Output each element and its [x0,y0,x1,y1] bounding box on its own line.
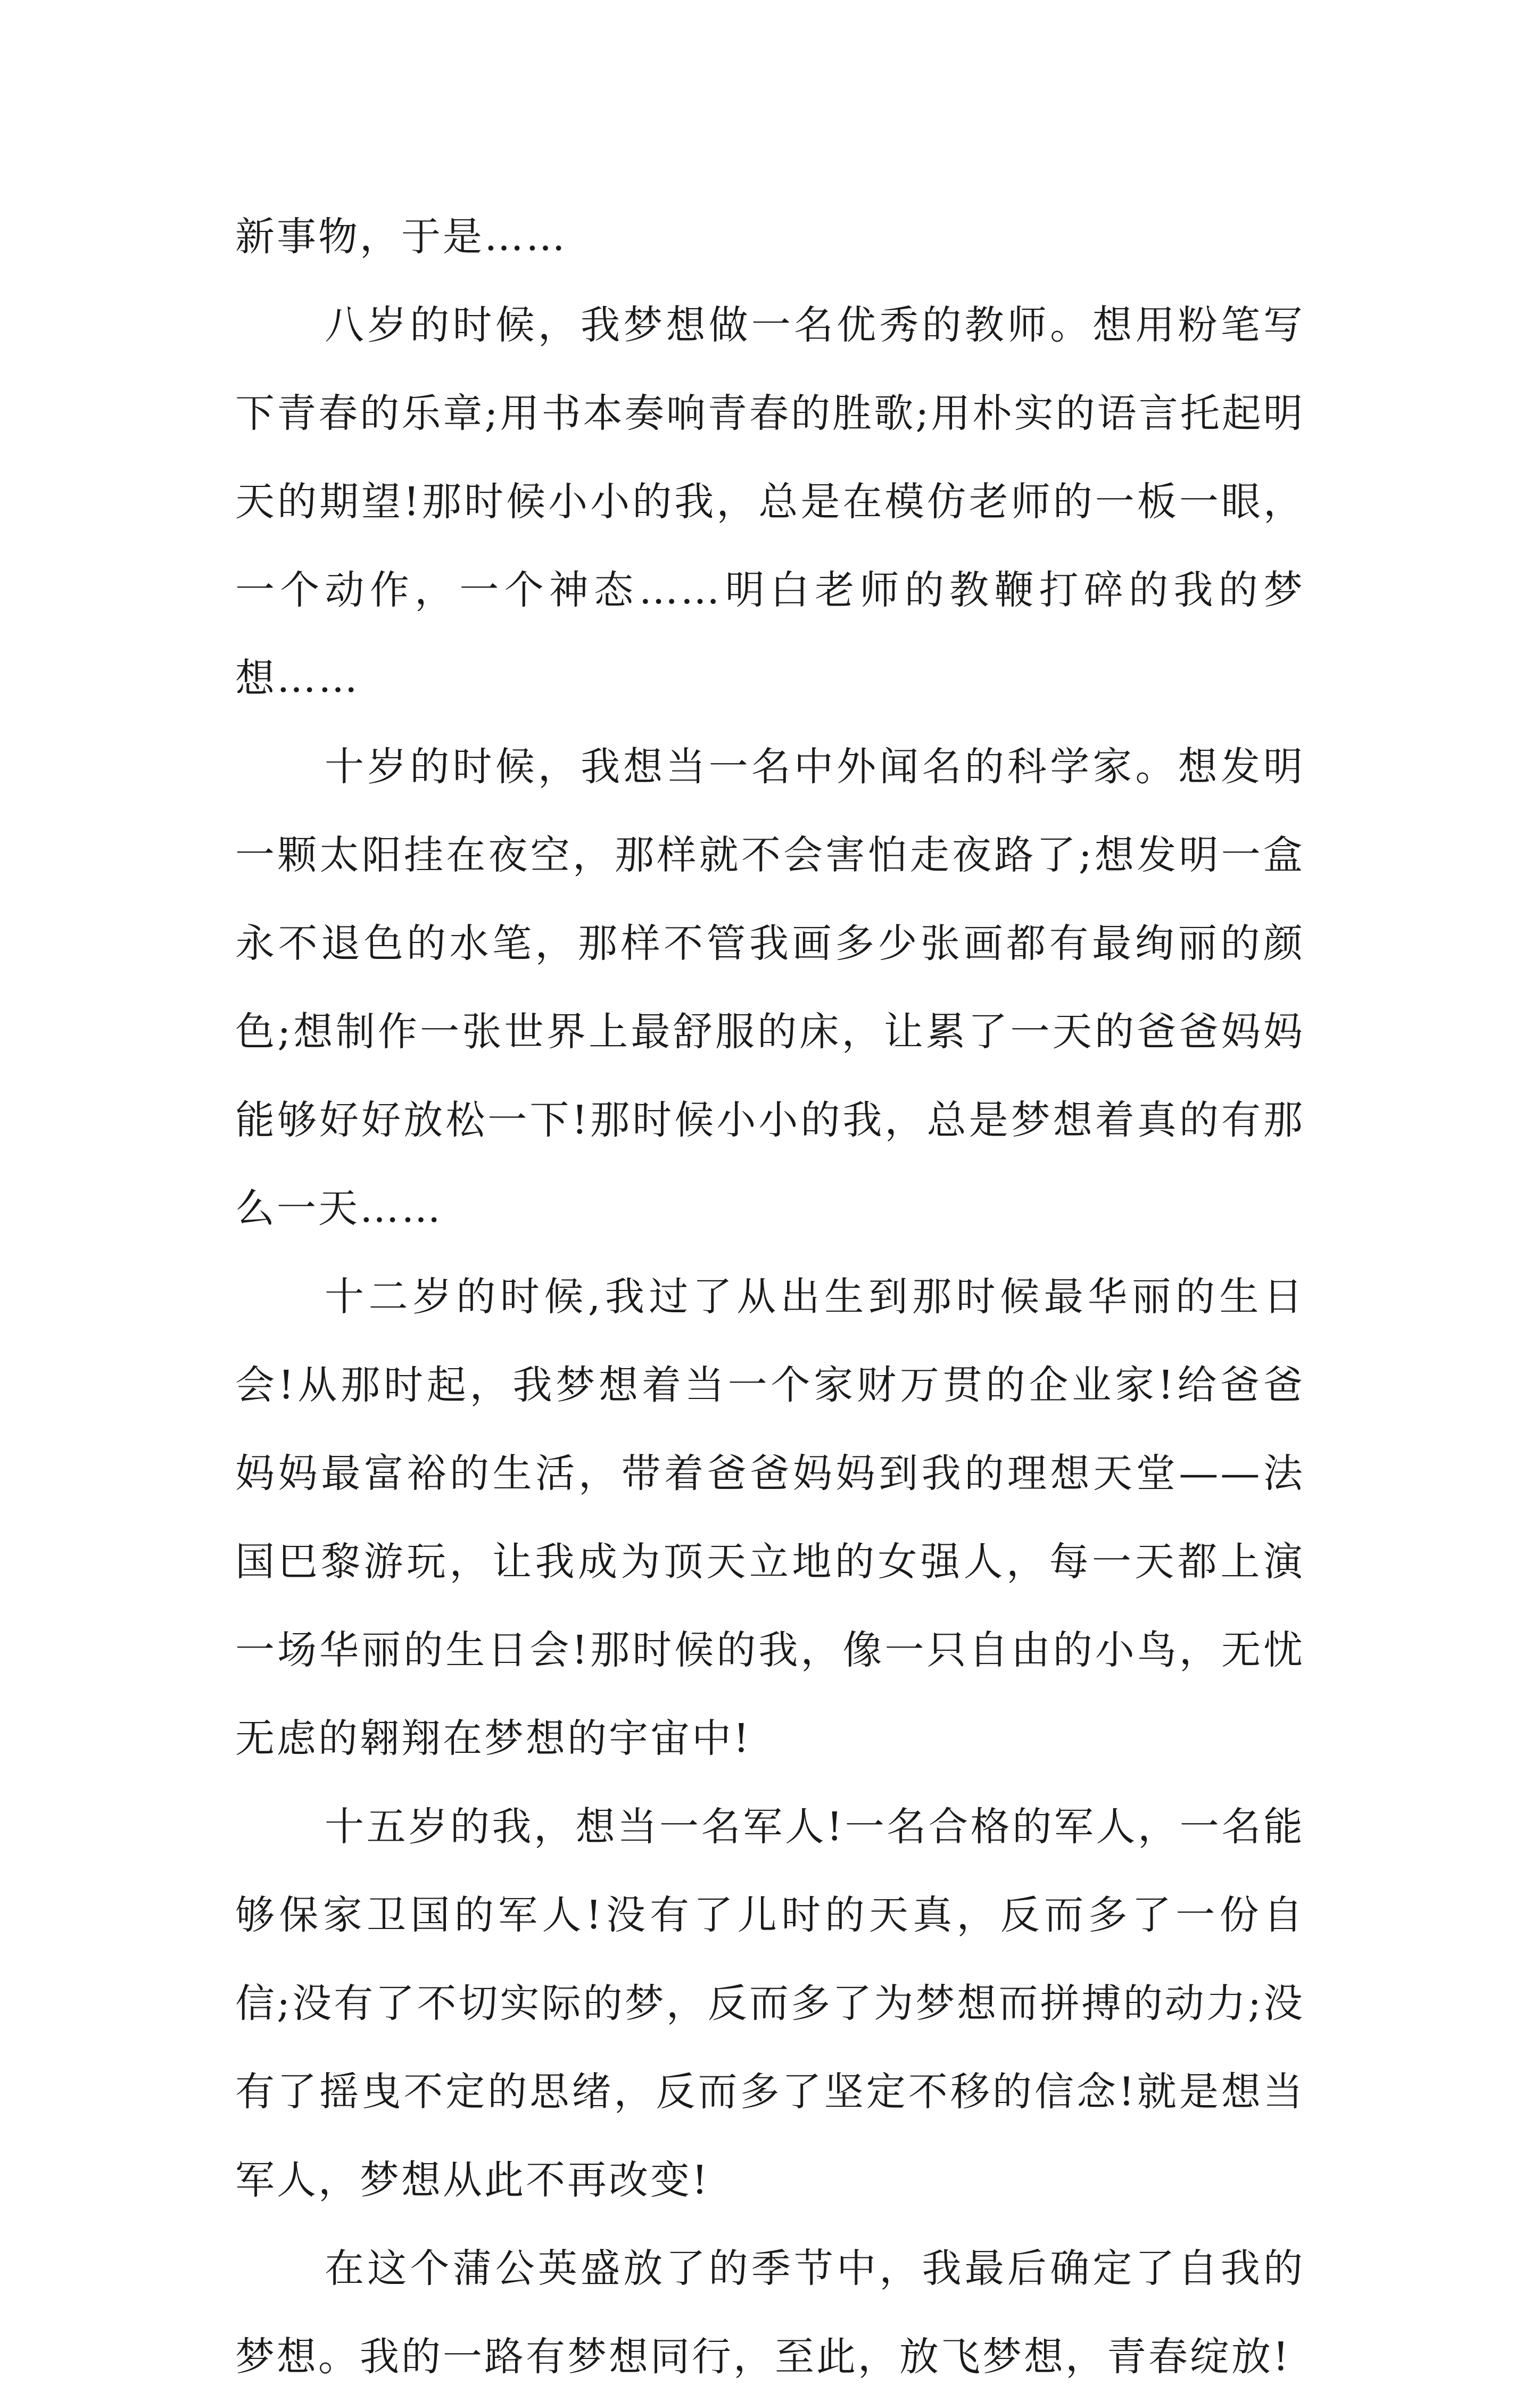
paragraph-age-fifteen: 十五岁的我，想当一名军人!一名合格的军人，一名能够保家卫国的军人!没有了儿时的天真，反而多了一份自信;没有了不切实际的梦，反而多了为梦想而拼搏的动力;没有了摇曳不定的思绪，反而多了坚定不移的信念!就是想当军人，梦想从此不再改变! [235,1804,1305,2203]
paragraph-age-eight: 八岁的时候，我梦想做一名优秀的教师。想用粉笔写下青春的乐章;用书本奏响青春的胜歌;用朴实的语言托起明天的期望!那时候小小的我，总是在模仿老师的一板一眼，一个动作，一个神态……明白老师的教鞭打碎的我的梦想…… [235,302,1305,701]
paragraph-conclusion: 在这个蒲公英盛放了的季节中，我最后确定了自我的梦想。我的一路有梦想同行，至此，放飞梦想，青春绽放! [235,2246,1305,2380]
document-page [235,193,1305,2401]
paragraph-continuation: 新事物，于是…… [235,214,567,260]
paragraph-age-twelve: 十二岁的时候,我过了从出生到那时候最华丽的生日会!从那时起，我梦想着当一个家财万贯的企业家!给爸爸妈妈最富裕的生活，带着爸爸妈妈到我的理想天堂——法国巴黎游玩，让我成为顶天立地的女强人，每一天都上演一场华丽的生日会!那时候的我，像一只自由的小鸟，无忧无虑的翱翔在梦想的宇宙中! [235,1274,1305,1761]
paragraph-age-ten: 十岁的时候，我想当一名中外闻名的科学家。想发明一颗太阳挂在夜空，那样就不会害怕走夜路了;想发明一盒永不退色的水笔，那样不管我画多少张画都有最绚丽的颜色;想制作一张世界上最舒服的床，让累了一天的爸爸妈妈能够好好放松一下!那时候小小的我，总是梦想着真的有那么一天…… [235,744,1305,1231]
